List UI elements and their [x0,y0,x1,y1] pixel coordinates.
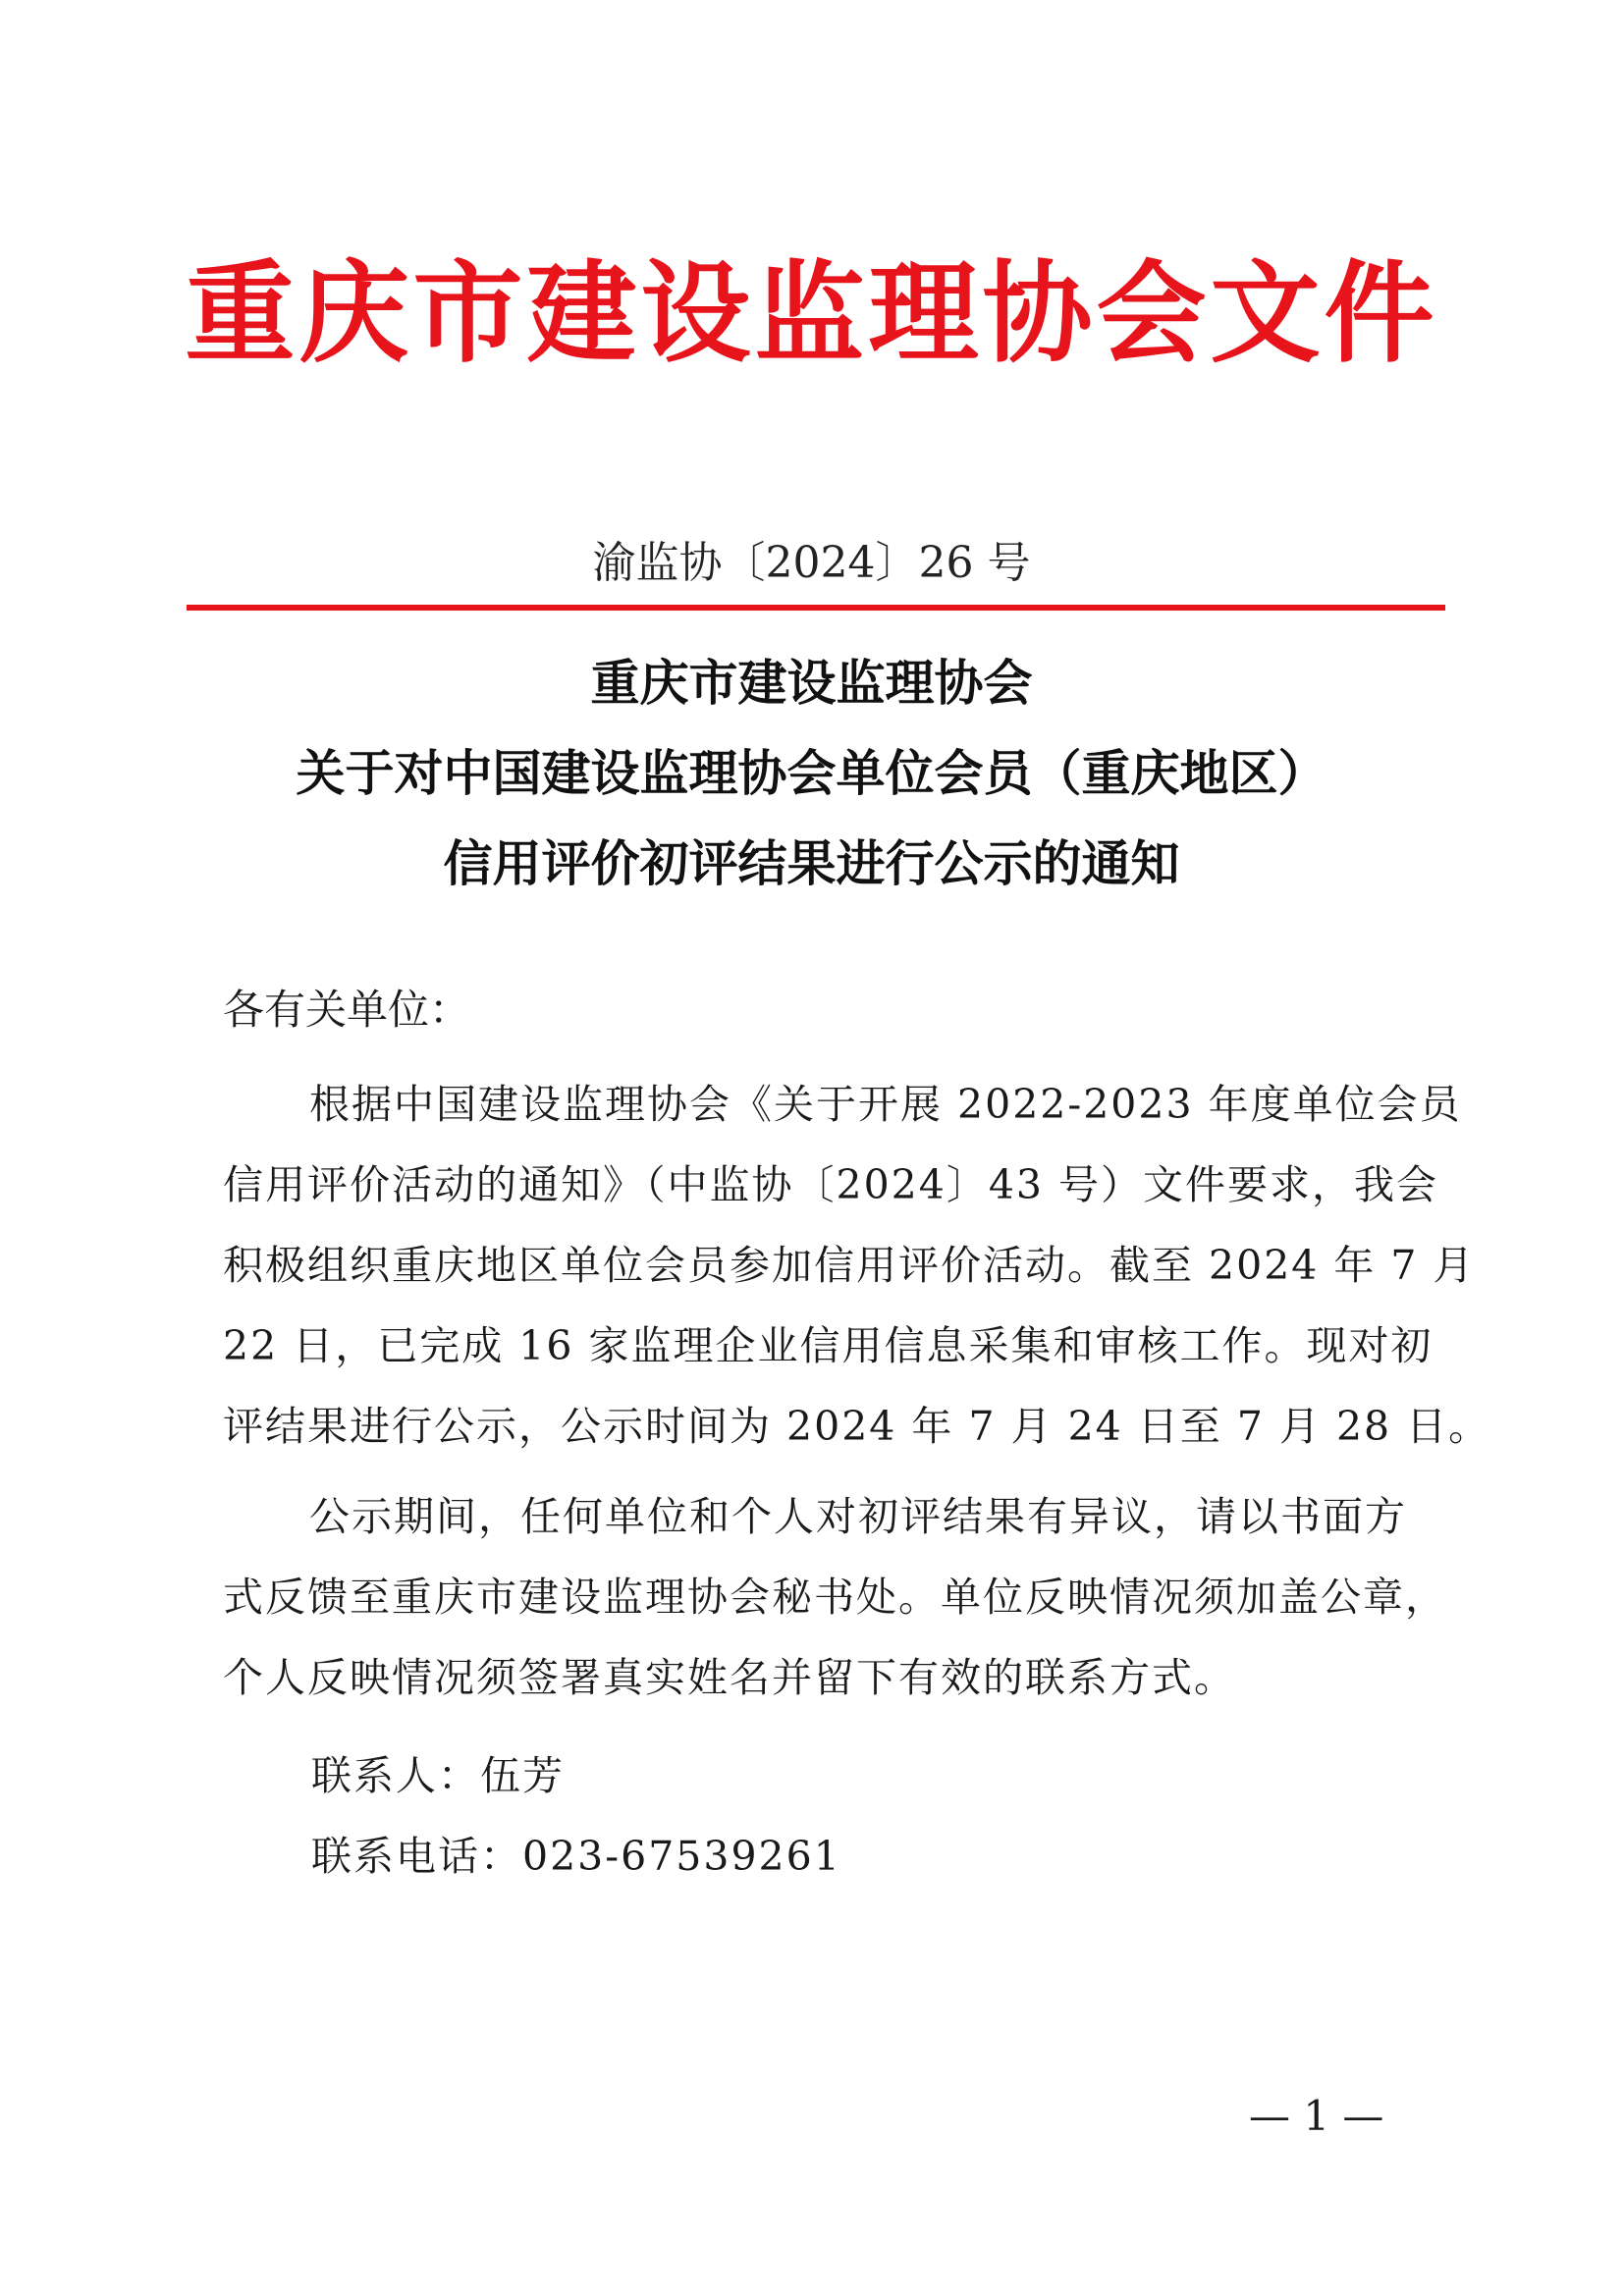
paragraph-line: 信用评价活动的通知》（中监协〔2024〕43 号）文件要求，我会 [223,1161,1439,1208]
paragraph-objection-procedure [223,1476,1447,1718]
paragraph-line: 公示期间，任何单位和个人对初评结果有异议，请以书面方 [309,1493,1407,1540]
contact-phone: 联系电话：023-67539261 [311,1833,841,1880]
paragraph-evaluation-notice [223,1064,1491,1467]
masthead-title: 重庆市建设监理协会文件 [185,249,1438,378]
paragraph-line: 评结果进行公示，公示时间为 2024 年 7 月 24 日至 7 月 28 日。 [223,1403,1491,1450]
title-line-subject: 关于对中国建设监理协会单位会员（重庆地区） [296,745,1327,802]
paragraph-line: 22 日，已完成 16 家监理企业信用信息采集和审核工作。现对初 [223,1322,1434,1369]
contact-person: 联系人：伍芳 [311,1752,565,1799]
title-line-issuer: 重庆市建设监理协会 [590,655,1033,712]
paragraph-line: 个人反映情况须签署真实姓名并留下有效的联系方式。 [223,1654,1236,1701]
paragraph-line: 积极组织重庆地区单位会员参加信用评价活动。截至 2024 年 7 月 [223,1242,1476,1289]
title-line-topic: 信用评价初评结果进行公示的通知 [443,835,1180,892]
page-number: — 1 — [1249,2092,1384,2140]
paragraph-line: 根据中国建设监理协会《关于开展 2022-2023 年度单位会员 [309,1081,1462,1128]
notice-title [0,638,1623,909]
red-divider-rule [187,605,1445,611]
document-number: 渝监协〔2024〕26 号 [592,538,1031,588]
salutation: 各有关单位： [223,986,471,1034]
paragraph-line: 式反馈至重庆市建设监理协会秘书处。单位反映情况须加盖公章， [223,1574,1447,1621]
